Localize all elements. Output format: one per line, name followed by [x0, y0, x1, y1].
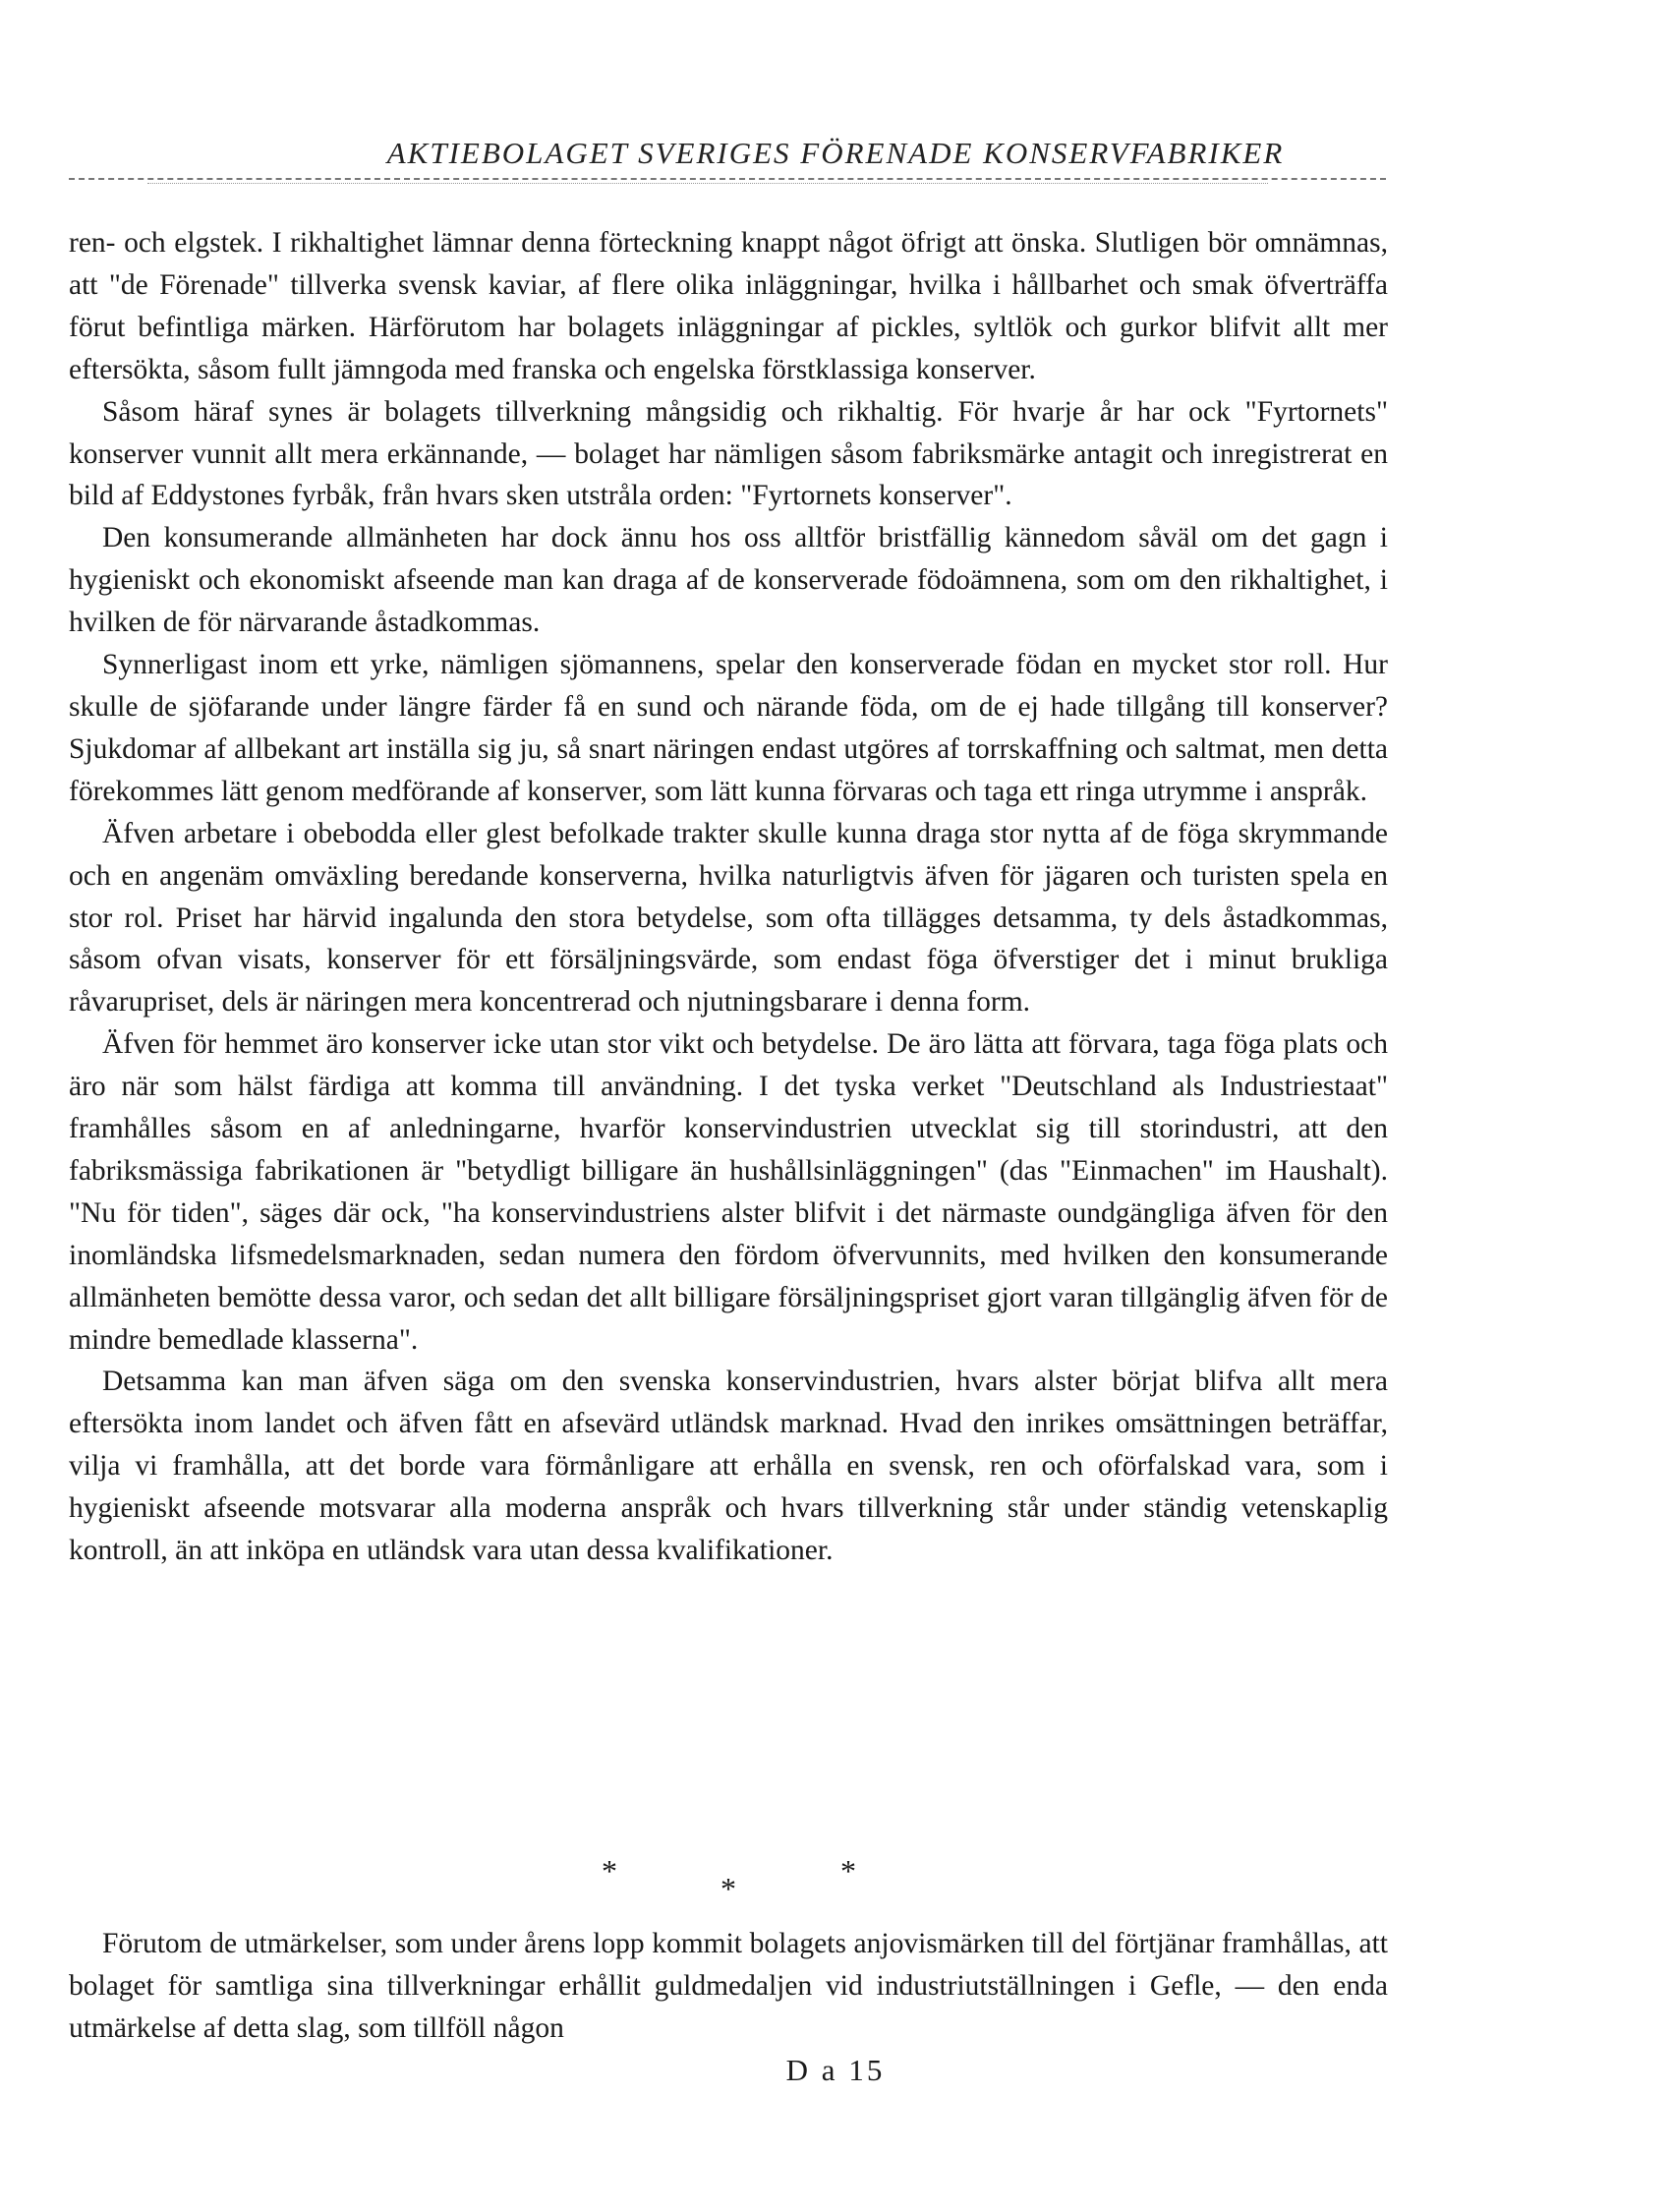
- header-rule: [69, 178, 1386, 180]
- page-number: D a 15: [785, 2053, 886, 2087]
- separator-star-right: *: [840, 1853, 856, 1889]
- section-separator: [0, 1853, 1671, 1912]
- separator-star-middle: *: [720, 1871, 736, 1906]
- separator-star-left: *: [602, 1853, 617, 1889]
- paragraph-3: Den konsumerande allmänheten har dock ännu hos oss alltför bristfällig kännedom såväl om det gagn i hygieniskt och ekonomiskt afseende man kan draga af de konserverade födoämnena, som om den rikhaltighet, i hvilken de för närvarande åstadkommas.: [69, 522, 1388, 639]
- main-text: [69, 222, 1388, 1572]
- paragraph-closing: Förutom de utmärkelser, som under årens lopp kommit bolagets anjovismärken till del förtjänar framhållas, att bolaget för samtliga sina tillverkningar erhållit guldmedaljen vid industriutställningen i Gefle, — den enda utmärkelse af detta slag, som tillföll någon: [69, 1928, 1388, 2044]
- paragraph-1: ren- och elgstek. I rikhaltighet lämnar denna förteckning knappt något öfrigt att önska. Slutligen bör omnämnas, att "de Förenade" tillverka svensk kaviar, af flere olika inläggningar, hvilka i hållbarhet och smak öfverträffa förut befintliga märken. Härförutom har bolagets inläggningar af pickles, syltlök och gurkor blifvit allt mer eftersökta, såsom fullt jämngoda med franska och engelska förstklassiga konserver.: [69, 227, 1388, 385]
- paragraph-5: Äfven arbetare i obebodda eller glest befolkade trakter skulle kunna draga stor nytta af de föga skrymmande och en angenäm omväxling beredande konserverna, hvilka naturligtvis äfven för jägaren och turisten spela en stor rol. Priset har härvid ingalunda den stora betydelse, som ofta tillägges detsamma, ty dels åstadkommas, såsom ofvan visats, konserver för ett försäljningsvärde, som endast föga öfverstiger det i minut brukliga råvarupriset, dels är näringen mera koncentrerad och njutningsbarare i denna form.: [69, 817, 1388, 1019]
- running-header: AKTIEBOLAGET SVERIGES FÖRENADE KONSERVFABRIKER: [386, 136, 1285, 170]
- closing-text: [69, 1923, 1388, 2050]
- paragraph-2: Såsom häraf synes är bolagets tillverkning mångsidig och rikhaltig. För hvarje år har ock "Fyrtornets" konserver vunnit allt mera erkännande, — bolaget har nämligen såsom fabriksmärke antagit och inregistrerat en bild af Eddystones fyrbåk, från hvars sken utstråla orden: "Fyrtornets konserver".: [69, 395, 1388, 512]
- header-rule-secondary: [147, 183, 1268, 184]
- paragraph-6: Äfven för hemmet äro konserver icke utan stor vikt och betydelse. De äro lätta att förvara, taga föga plats och äro när som hälst färdiga att komma till användning. I det tyska verket "Deutschland als Industriestaat" framhålles såsom en af anledningarne, hvarför konservindustrien utvecklat sig till storindustri, att den fabriksmässiga fabrikationen är "betydligt billigare än hushållsinläggningen" (das "Einmachen" im Haushalt). "Nu för tiden", säges där ock, "ha konservindustriens alster blifvit i det närmaste oundgängliga äfven för den inomländska lifsmedelsmarknaden, sedan numera den fördom öfvervunnits, med hvilken den konsumerande allmänheten bemötte dessa varor, och sedan det allt billigare försäljningspriset gjort varan tillgänglig äfven för de mindre bemedlade klasserna".: [69, 1028, 1388, 1356]
- paragraph-7: Detsamma kan man äfven säga om den svenska konservindustrien, hvars alster börjat blifva allt mera eftersökta inom landet och äfven fått en afsevärd utländsk marknad. Hvad den inrikes omsättningen beträffar, vilja vi framhålla, att det borde vara förmånligare att erhålla en svensk, ren och oförfalskad vara, som i hygieniskt afseende motsvarar alla moderna anspråk och hvars tillverkning står under ständig vetenskaplig kontroll, än att inköpa en utländsk vara utan dessa kvalifikationer.: [69, 1366, 1388, 1567]
- paragraph-4: Synnerligast inom ett yrke, nämligen sjömannens, spelar den konserverade födan en mycket stor roll. Hur skulle de sjöfarande under längre färder få en sund och närande föda, om de ej hade tillgång till konserver? Sjukdomar af allbekant art inställa sig ju, så snart näringen endast utgöres af torrskaffning och saltmat, men detta förekommes lätt genom medförande af konserver, som lätt kunna förvaras och taga ett ringa utrymme i anspråk.: [69, 649, 1388, 807]
